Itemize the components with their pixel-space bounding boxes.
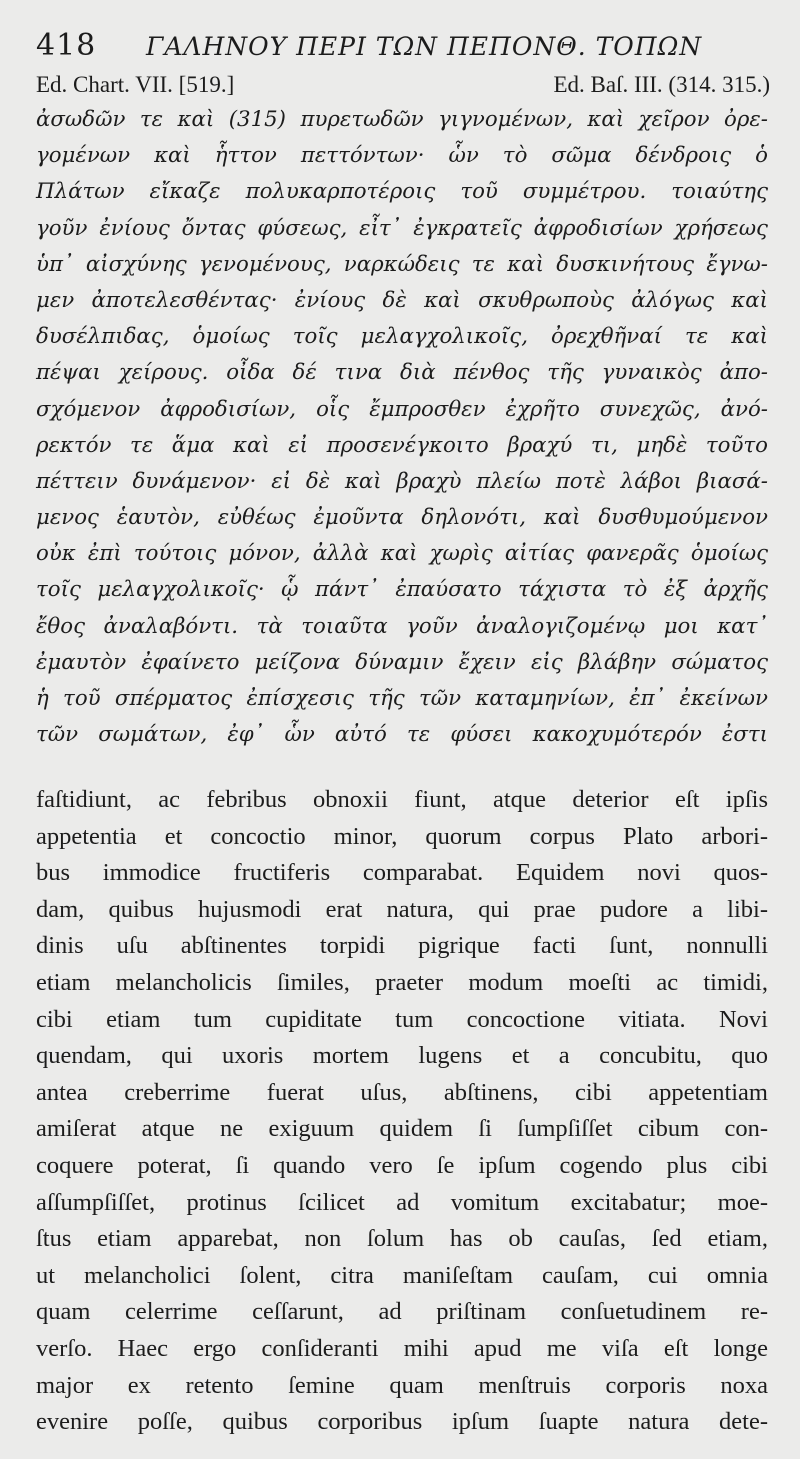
latin-text-line: dam, quibus hujusmodi erat natura, qui prae pudore a libi-: [36, 895, 768, 923]
running-head: ΓΑΛΗΝΟΥ ΠΕΡΙ ΤΩΝ ΠΕΠΟΝΘ. ΤΟΠΩΝ: [146, 32, 703, 61]
greek-text-line: γοῦν ἐνίους ὄντας φύσεως, εἶτ᾽ ἐγκρατεῖς ἀφροδισίων χρήσεως: [36, 215, 768, 241]
greek-text-line: σχόμενον ἀφροδισίων, οἷς ἔμπροσθεν ἐχρῆτο συνεχῶς, ἀνό-: [36, 396, 768, 422]
greek-text-line: μεν ἀποτελεσθέντας· ἐνίους δὲ καὶ σκυθρωποὺς ἀλόγως καὶ: [36, 287, 768, 313]
greek-text-line: ἡ τοῦ σπέρματος ἐπίσχεσις τῆς τῶν καταμηνίων, ἐπ᾽ ἐκείνων: [36, 686, 768, 711]
greek-text-line: ὑπ᾽ αἰσχύνης γενομένους, ναρκώδεις τε καὶ δυσκινήτους ἔγνω-: [36, 251, 768, 277]
greek-text-line: ρεκτόν τε ἅμα καὶ εἰ προσενέγκοιτο βραχύ τι, μηδὲ τοῦτο: [36, 432, 768, 458]
greek-text-line: μενος ἑαυτὸν, εὐθέως ἐμοῦντα δηλονότι, καὶ δυσθυμούμενον: [36, 505, 768, 531]
greek-text-line: δυσέλπιδας, ὁμοίως τοῖς μελαγχολικοῖς, ὀρεχθῆναί τε καὶ: [36, 324, 768, 350]
greek-text-line: ἐμαυτὸν ἐφαίνετο μείζονα δύναμιν ἔχειν εἰς βλάβην σώματος: [36, 649, 768, 675]
greek-text-line: γομένων καὶ ἧττον πεττόντων· ὧν τὸ σῶμα δένδροις ὁ: [36, 143, 768, 169]
greek-text-line: πέψαι χείρους. οἶδα δέ τινα διὰ πένθος τῆς γυναικὸς ἀπο-: [36, 360, 768, 386]
greek-text-line: τοῖς μελαγχολικοῖς· ᾧ πάντ᾽ ἐπαύσατο τάχιστα τὸ ἐξ ἀρχῆς: [36, 577, 768, 603]
latin-text-line: quam celerrime ceſſarunt, ad priſtinam conſuetudinem re-: [36, 1298, 768, 1326]
latin-text-line: major ex retento ſemine quam menſtruis corporis noxa: [36, 1371, 768, 1399]
greek-text-line: οὐκ ἐπὶ τούτοις μόνον, ἀλλὰ καὶ χωρὶς αἰτίας φανερᾶς ὁμοίως: [36, 541, 768, 567]
latin-text-line: amiſerat atque ne exiguum quidem ſi ſumpſiſſet cibum con-: [36, 1115, 768, 1143]
latin-text-line: verſo. Haec ergo conſideranti mihi apud me viſa eſt longe: [36, 1334, 768, 1362]
latin-text-line: aſſumpſiſſet, protinus ſcilicet ad vomitum excitabatur; moe-: [36, 1188, 768, 1216]
latin-text-line: etiam melancholicis ſimiles, praeter modum moeſti ac timidi,: [36, 968, 768, 996]
greek-text-block: [36, 102, 768, 753]
latin-text-line: evenire poſſe, quibus corporibus ipſum ſuapte natura dete-: [36, 1408, 768, 1436]
latin-text-line: appetentia et concoctio minor, quorum corpus Plato arbori-: [36, 822, 768, 850]
latin-text-line: coquere poterat, ſi quando vero ſe ipſum cogendo plus cibi: [36, 1151, 768, 1179]
latin-text-line: ut melancholici ſolent, citra maniſeſtam cauſam, cui omnia: [36, 1261, 768, 1289]
page-number: 418: [36, 28, 97, 63]
greek-text-line: τῶν σωμάτων, ἐφ᾽ ὧν αὐτό τε φύσει κακοχυμότερόν ἐστι: [36, 722, 768, 748]
edition-reference-chart: Ed. Chart. VII. [519.]: [36, 72, 235, 97]
latin-text-line: antea creberrime fuerat uſus, abſtinens, cibi appetentiam: [36, 1078, 768, 1106]
latin-text-line: cibi etiam tum cupiditate tum concoctione vitiata. Novi: [36, 1005, 768, 1033]
edition-reference-basel: Ed. Baſ. III. (314. 315.): [553, 72, 770, 97]
latin-text-block: [36, 782, 768, 1441]
latin-text-line: bus immodice fructiferis comparabat. Equidem novi quos-: [36, 859, 768, 887]
latin-text-line: ſtus etiam apparebat, non ſolum has ob cauſas, ſed etiam,: [36, 1225, 768, 1253]
greek-text-line: Πλάτων εἴκαζε πολυκαρποτέροις τοῦ συμμέτρου. τοιαύτης: [36, 179, 768, 205]
latin-text-line: dinis uſu abſtinentes torpidi pigrique facti ſunt, nonnulli: [36, 932, 768, 960]
latin-text-line: faſtidiunt, ac febribus obnoxii fiunt, atque deterior eſt ipſis: [36, 786, 768, 813]
greek-text-line: πέττειν δυνάμενον· εἰ δὲ καὶ βραχὺ πλείω ποτὲ λάβοι βιασά-: [36, 468, 768, 494]
page-header: [36, 26, 776, 66]
greek-text-line: ἔθος ἀναλαβόντι. τὰ τοιαῦτα γοῦν ἀναλογιζομένῳ μοι κατ᾽: [36, 613, 768, 639]
greek-text-line: ἀσωδῶν τε καὶ (315) πυρετωδῶν γιγνομένων, καὶ χεῖρον ὀρε-: [36, 107, 768, 132]
edition-references: [36, 72, 770, 102]
latin-text-line: quendam, qui uxoris mortem lugens et a concubitu, quo: [36, 1042, 768, 1070]
